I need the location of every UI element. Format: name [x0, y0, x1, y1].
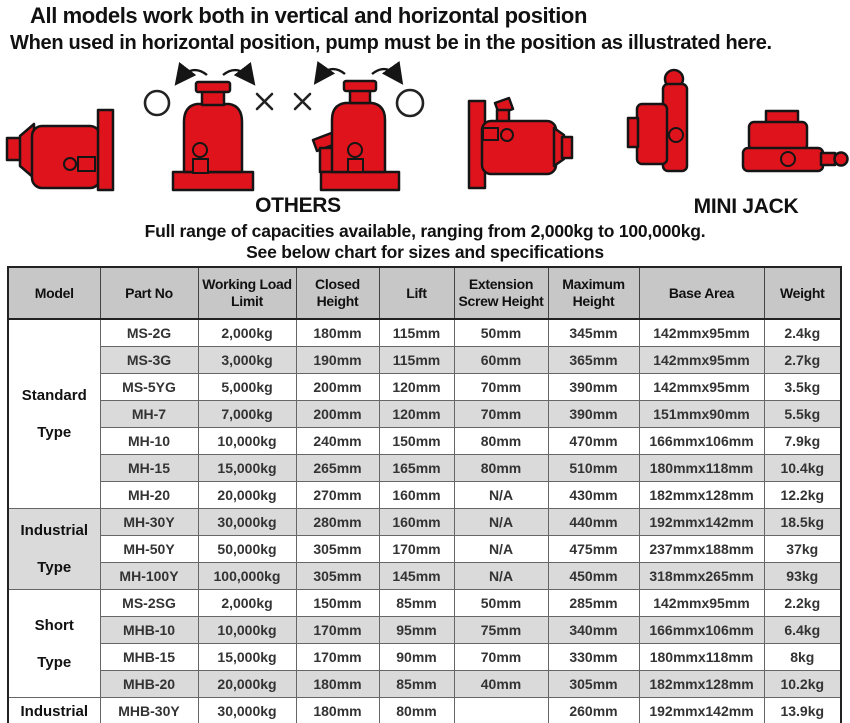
spec-cell: 30,000kg: [198, 509, 296, 536]
allowed-circle-icon: [397, 90, 423, 116]
spec-cell: MS-2SG: [100, 590, 198, 617]
spec-cell: 7.9kg: [764, 428, 841, 455]
spec-cell: 305mm: [548, 671, 639, 698]
spec-cell: 192mmx142mm: [639, 698, 764, 723]
model-group-label: Industrial: [20, 702, 88, 720]
col-header-extension-screw-height: Extension Screw Height: [454, 267, 548, 319]
spec-table-body: [8, 319, 841, 723]
mini-jack-horizontal-icon: [743, 111, 848, 171]
spec-cell: 100,000kg: [198, 563, 296, 590]
table-row: [8, 455, 841, 482]
spec-cell: 50mm: [454, 319, 548, 347]
heading-line-2: When used in horizontal position, pump must be in the position as illustrated here.: [10, 32, 772, 54]
horizontal-jack-left-icon: [7, 110, 113, 190]
spec-cell: 170mm: [379, 536, 454, 563]
spec-cell: MHB-30Y: [100, 698, 198, 723]
spec-cell: 340mm: [548, 617, 639, 644]
spec-cell: 150mm: [296, 590, 379, 617]
spec-cell: 142mmx95mm: [639, 347, 764, 374]
spec-cell: 8kg: [764, 644, 841, 671]
spec-cell: MH-15: [100, 455, 198, 482]
spec-cell: 170mm: [296, 617, 379, 644]
spec-cell: MHB-15: [100, 644, 198, 671]
spec-cell: 151mmx90mm: [639, 401, 764, 428]
spec-cell: 180mmx118mm: [639, 644, 764, 671]
spec-cell: 80mm: [454, 428, 548, 455]
col-header-maximum-height: Maximum Height: [548, 267, 639, 319]
spec-cell: 3,000kg: [198, 347, 296, 374]
spec-cell: 160mm: [379, 509, 454, 536]
model-group-label: Type: [37, 653, 72, 671]
table-row: [8, 698, 841, 723]
spec-cell: 142mmx95mm: [639, 590, 764, 617]
tilt-arrow-right-icon: [372, 69, 399, 79]
col-header-lift: Lift: [379, 267, 454, 319]
spec-cell: 90mm: [379, 644, 454, 671]
spec-cell: 15,000kg: [198, 644, 296, 671]
table-row: [8, 590, 841, 617]
spec-cell: 7,000kg: [198, 401, 296, 428]
spec-cell: 115mm: [379, 347, 454, 374]
spec-cell: 180mm: [296, 319, 379, 347]
spec-cell: 18.5kg: [764, 509, 841, 536]
spec-cell: 30,000kg: [198, 698, 296, 723]
model-group-cell: [8, 509, 100, 590]
table-row: [8, 482, 841, 509]
spec-cell: 305mm: [296, 563, 379, 590]
spec-cell: 12.2kg: [764, 482, 841, 509]
not-allowed-cross-icon: [257, 94, 272, 109]
spec-cell: MH-100Y: [100, 563, 198, 590]
spec-cell: 180mm: [296, 698, 379, 723]
spec-cell: 165mm: [379, 455, 454, 482]
spec-cell: 60mm: [454, 347, 548, 374]
spec-cell: 142mmx95mm: [639, 319, 764, 347]
horizontal-jack-pump-up-icon: [469, 98, 572, 188]
model-group-label: Short: [34, 616, 74, 634]
spec-cell: 285mm: [548, 590, 639, 617]
spec-cell: 330mm: [548, 644, 639, 671]
spec-cell: 170mm: [296, 644, 379, 671]
spec-cell: 80mm: [454, 455, 548, 482]
spec-cell: 440mm: [548, 509, 639, 536]
table-row: [8, 319, 841, 347]
spec-cell: N/A: [454, 563, 548, 590]
spec-cell: N/A: [454, 509, 548, 536]
spec-cell: 192mmx142mm: [639, 509, 764, 536]
spec-cell: MH-20: [100, 482, 198, 509]
spec-cell: 10,000kg: [198, 428, 296, 455]
model-group-cell: [8, 698, 100, 723]
spec-cell: 200mm: [296, 401, 379, 428]
spec-cell: 365mm: [548, 347, 639, 374]
model-group-cell: [8, 590, 100, 698]
table-row: [8, 617, 841, 644]
spec-cell: 40mm: [454, 671, 548, 698]
see-chart-note: See below chart for sizes and specifications: [246, 242, 604, 262]
model-group-label: Industrial: [20, 522, 88, 539]
spec-cell: 390mm: [548, 374, 639, 401]
col-header-weight: Weight: [764, 267, 841, 319]
spec-cell: 150mm: [379, 428, 454, 455]
col-header-closed-height: Closed Height: [296, 267, 379, 319]
spec-cell: 318mmx265mm: [639, 563, 764, 590]
spec-cell: 85mm: [379, 671, 454, 698]
spec-cell: 270mm: [296, 482, 379, 509]
capacity-note: Full range of capacities available, ranging from 2,000kg to 100,000kg.: [144, 221, 706, 241]
spec-cell: 182mmx128mm: [639, 671, 764, 698]
spec-cell: 70mm: [454, 401, 548, 428]
spec-cell: 93kg: [764, 563, 841, 590]
col-header-part-no: Part No: [100, 267, 198, 319]
spec-cell: 260mm: [548, 698, 639, 723]
table-row: [8, 374, 841, 401]
spec-cell: 10.2kg: [764, 671, 841, 698]
spec-cell: 180mm: [296, 671, 379, 698]
spec-cell: 450mm: [548, 563, 639, 590]
spec-cell: 510mm: [548, 455, 639, 482]
spec-cell: 5,000kg: [198, 374, 296, 401]
spec-cell: 37kg: [764, 536, 841, 563]
spec-cell: 75mm: [454, 617, 548, 644]
spec-cell: 305mm: [296, 536, 379, 563]
table-row: [8, 509, 841, 536]
spec-cell: 2,000kg: [198, 319, 296, 347]
vertical-jack-with-handle-icon: [313, 69, 399, 190]
spec-cell: 142mmx95mm: [639, 374, 764, 401]
spec-cell: 70mm: [454, 644, 548, 671]
model-group-label: Standard: [21, 387, 87, 404]
spec-cell: 20,000kg: [198, 671, 296, 698]
spec-cell: 115mm: [379, 319, 454, 347]
spec-cell: MH-30Y: [100, 509, 198, 536]
spec-cell: 265mm: [296, 455, 379, 482]
spec-cell: MS-3G: [100, 347, 198, 374]
spec-cell: 237mmx188mm: [639, 536, 764, 563]
allowed-circle-icon: [145, 91, 169, 115]
table-row: [8, 671, 841, 698]
spec-cell: 280mm: [296, 509, 379, 536]
col-header-model: Model: [8, 267, 100, 319]
spec-cell: [454, 698, 548, 723]
spec-cell: 240mm: [296, 428, 379, 455]
spec-cell: 10.4kg: [764, 455, 841, 482]
model-group-cell: [8, 319, 100, 509]
mini-jack-vertical-icon: [628, 70, 687, 171]
spec-cell: 3.5kg: [764, 374, 841, 401]
spec-cell: 2.4kg: [764, 319, 841, 347]
spec-cell: 80mm: [379, 698, 454, 723]
table-header-row: [8, 267, 841, 319]
tilt-arrow-right-icon: [223, 70, 251, 80]
spec-cell: 5.5kg: [764, 401, 841, 428]
spec-cell: 70mm: [454, 374, 548, 401]
model-group-label: Type: [37, 559, 72, 576]
table-row: [8, 401, 841, 428]
spec-cell: 95mm: [379, 617, 454, 644]
spec-cell: MH-7: [100, 401, 198, 428]
spec-cell: 390mm: [548, 401, 639, 428]
spec-cell: 20,000kg: [198, 482, 296, 509]
table-row: [8, 644, 841, 671]
not-allowed-cross-icon: [295, 94, 310, 109]
table-row: [8, 428, 841, 455]
spec-cell: 50,000kg: [198, 536, 296, 563]
spec-cell: MH-50Y: [100, 536, 198, 563]
spec-cell: 430mm: [548, 482, 639, 509]
spec-cell: MHB-20: [100, 671, 198, 698]
others-label: OTHERS: [255, 194, 341, 217]
spec-cell: N/A: [454, 482, 548, 509]
col-header-working-load-limit: Working Load Limit: [198, 267, 296, 319]
spec-cell: 15,000kg: [198, 455, 296, 482]
spec-cell: 2.7kg: [764, 347, 841, 374]
spec-cell: 10,000kg: [198, 617, 296, 644]
spec-cell: 145mm: [379, 563, 454, 590]
spec-cell: 470mm: [548, 428, 639, 455]
spec-cell: 180mmx118mm: [639, 455, 764, 482]
mini-jack-label: MINI JACK: [693, 195, 799, 218]
spec-cell: 160mm: [379, 482, 454, 509]
vertical-bottle-jack-icon: [173, 70, 253, 190]
spec-cell: 120mm: [379, 374, 454, 401]
spec-cell: MS-5YG: [100, 374, 198, 401]
spec-cell: 166mmx106mm: [639, 617, 764, 644]
tilt-arrow-left-icon: [179, 70, 207, 80]
spec-cell: MS-2G: [100, 319, 198, 347]
spec-cell: N/A: [454, 536, 548, 563]
spec-cell: MHB-10: [100, 617, 198, 644]
table-row: [8, 347, 841, 374]
spec-cell: 50mm: [454, 590, 548, 617]
spec-cell: 13.9kg: [764, 698, 841, 723]
heading-line-1: All models work both in vertical and horizontal position: [30, 3, 587, 28]
spec-cell: MH-10: [100, 428, 198, 455]
model-group-label: Type: [37, 424, 72, 441]
spec-table: [7, 266, 842, 723]
tilt-arrow-left-icon: [318, 69, 345, 79]
spec-cell: 85mm: [379, 590, 454, 617]
spec-cell: 120mm: [379, 401, 454, 428]
table-row: [8, 563, 841, 590]
spec-cell: 345mm: [548, 319, 639, 347]
col-header-base-area: Base Area: [639, 267, 764, 319]
spec-cell: 190mm: [296, 347, 379, 374]
spec-cell: 6.4kg: [764, 617, 841, 644]
spec-cell: 166mmx106mm: [639, 428, 764, 455]
spec-cell: 182mmx128mm: [639, 482, 764, 509]
spec-cell: 2,000kg: [198, 590, 296, 617]
table-row: [8, 536, 841, 563]
spec-cell: 475mm: [548, 536, 639, 563]
spec-cell: 2.2kg: [764, 590, 841, 617]
spec-cell: 200mm: [296, 374, 379, 401]
